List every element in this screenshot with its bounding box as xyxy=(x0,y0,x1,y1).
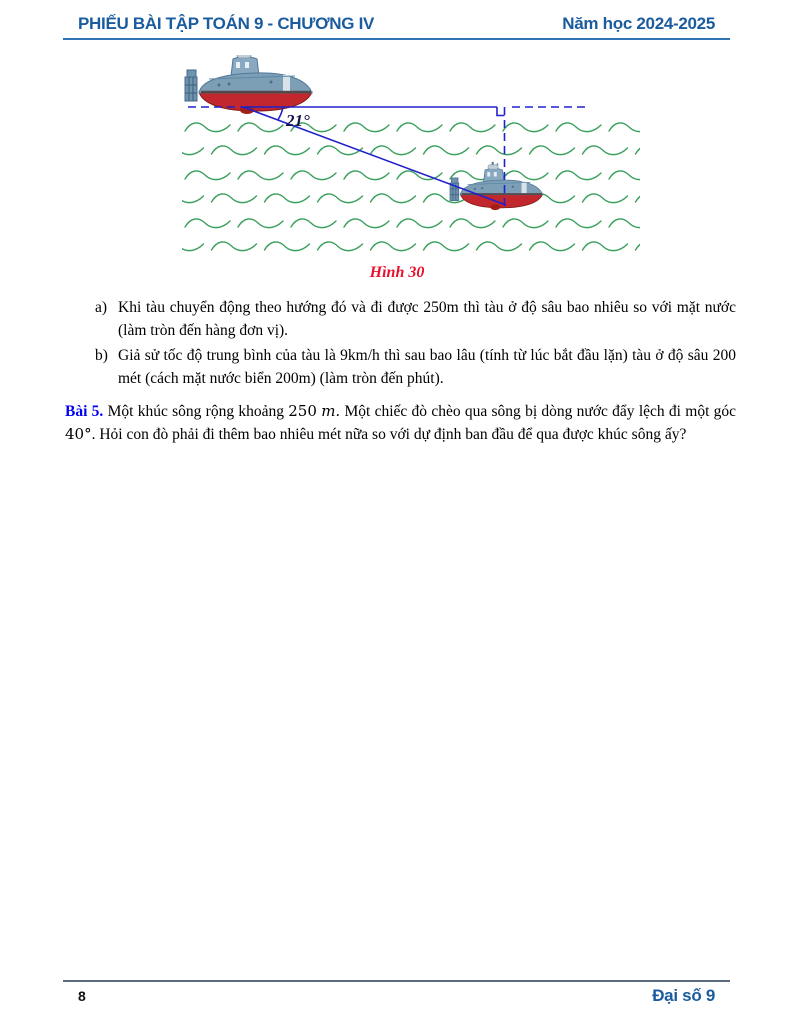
page-header xyxy=(63,14,730,40)
page-footer xyxy=(63,980,730,1006)
problem-bai-5 xyxy=(65,400,736,446)
problem-label: Bài 5. xyxy=(65,403,104,420)
angle-label: 21° xyxy=(286,111,310,130)
item-marker: a) xyxy=(95,299,108,316)
list-item-a xyxy=(65,296,736,342)
item-marker: b) xyxy=(95,347,108,364)
figure-caption: Hình 30 xyxy=(369,264,425,281)
math-segment: 250 xyxy=(288,402,317,420)
math-segment: m. xyxy=(321,402,341,420)
problem-text-segment: Một khúc sông rộng khoảng xyxy=(107,403,284,420)
submarine-diagram xyxy=(150,55,670,263)
header-left-title: PHIẾU BÀI TẬP TOÁN 9 - CHƯƠNG IV xyxy=(78,14,375,33)
page-number: 8 xyxy=(78,988,86,1004)
math-segment: 40° xyxy=(65,425,92,443)
header-right-title: Năm học 2024-2025 xyxy=(562,14,715,33)
list-item-b xyxy=(65,344,736,390)
figure-hinh-30 xyxy=(150,55,670,282)
item-text: Khi tàu chuyển động theo hướng đó và đi được 250m thì tàu ở độ sâu bao nhiêu so với mặt nước (làm tròn đến hàng đơn vị). xyxy=(118,299,736,339)
problem-text-segment: Một chiếc đò chèo qua sông bị dòng nước đẩy lệch đi một góc xyxy=(344,403,737,420)
surface-submarine-icon xyxy=(185,55,312,114)
footer-right-label: Đại số 9 xyxy=(652,986,715,1005)
problem-text-segment: . Hỏi con đò phải đi thêm bao nhiêu mét nữa so với dự định ban đầu để qua được khúc sông ấy? xyxy=(91,426,687,443)
problems-section xyxy=(65,296,736,462)
item-text: Giả sử tốc độ trung bình của tàu là 9km/h thì sau bao lâu (tính từ lúc bắt đầu lặn) tàu ở độ sâu 200 mét (cách mặt nước biển 200m) (làm tròn đến phút). xyxy=(118,347,736,387)
right-angle-marker xyxy=(497,107,505,116)
waves-icon xyxy=(182,115,640,260)
